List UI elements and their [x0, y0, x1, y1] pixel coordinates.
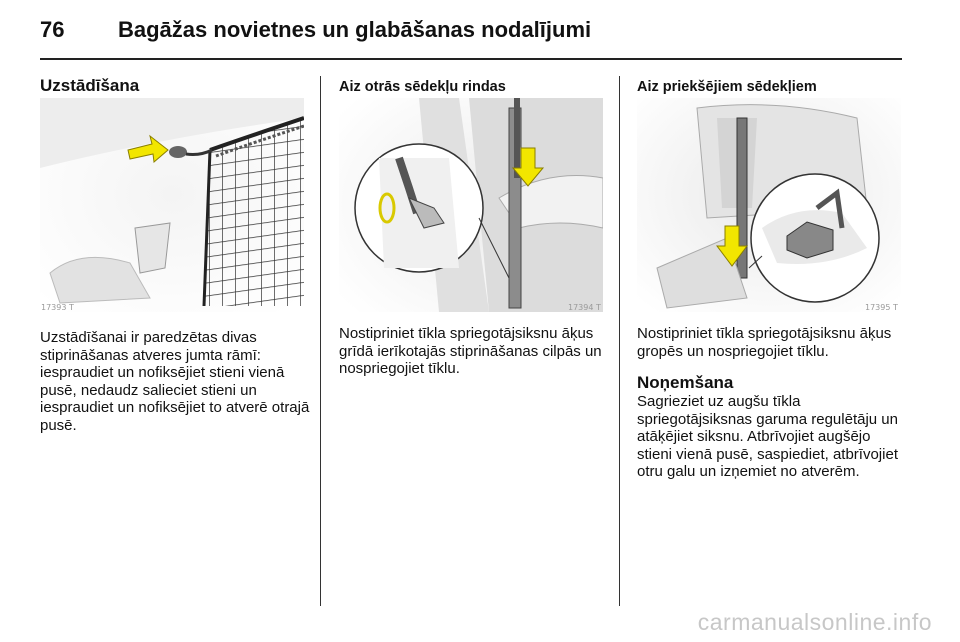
- section-heading: Aiz priekšējiem sēdekļiem: [637, 79, 817, 95]
- column-divider: [619, 76, 620, 606]
- figure-seat-groove: [637, 98, 901, 312]
- cargo-net-illustration: [40, 98, 304, 312]
- figure-code: 17394 T: [568, 303, 601, 312]
- figure-cargo-net-installation: [40, 98, 304, 312]
- section-heading: Uzstādīšana: [40, 76, 140, 95]
- body-text: Nostipriniet tīkla spriegotājsiksnu āķus gropēs un nospriegojiet tīklu.: [637, 325, 892, 360]
- section-heading-removal: Noņemšana: [637, 373, 734, 392]
- body-text: Uzstādīšanai ir paredzētas divas stiprināšanas atveres jumta rāmī: iespraudiet un nofiksējiet stieni vienā pusē, nedaudz salieciet stieni un iespraudiet un nofiksējiet to atverē otrajā pusē.: [40, 329, 310, 434]
- floor-hook-illustration: [339, 98, 603, 312]
- watermark: carmanualsonline.info: [697, 609, 932, 635]
- header-divider: [40, 58, 902, 60]
- figure-code: 17395 T: [865, 303, 898, 312]
- page-number: 76: [40, 17, 65, 42]
- body-text: Nostipriniet tīkla spriegotājsiksnu āķus grīdā ierīkotajās stiprināšanas cilpās un nospriegojiet tīklu.: [339, 325, 602, 378]
- column-divider: [320, 76, 321, 606]
- figure-code: 17393 T: [41, 303, 74, 312]
- section-heading: Aiz otrās sēdekļu rindas: [339, 79, 506, 95]
- figure-floor-hook: [339, 98, 603, 312]
- seat-groove-illustration: [637, 98, 901, 312]
- page-title: Bagāžas novietnes un glabāšanas nodalījumi: [118, 17, 592, 42]
- body-text-removal: Sagrieziet uz augšu tīkla spriegotājsiksnas garuma regulētāju un atāķējiet siksnu. Atbrīvojiet augšējo stieni vienā pusē, saspiediet, atbrīvojiet otru galu un izņemiet no atverēm.: [637, 393, 898, 481]
